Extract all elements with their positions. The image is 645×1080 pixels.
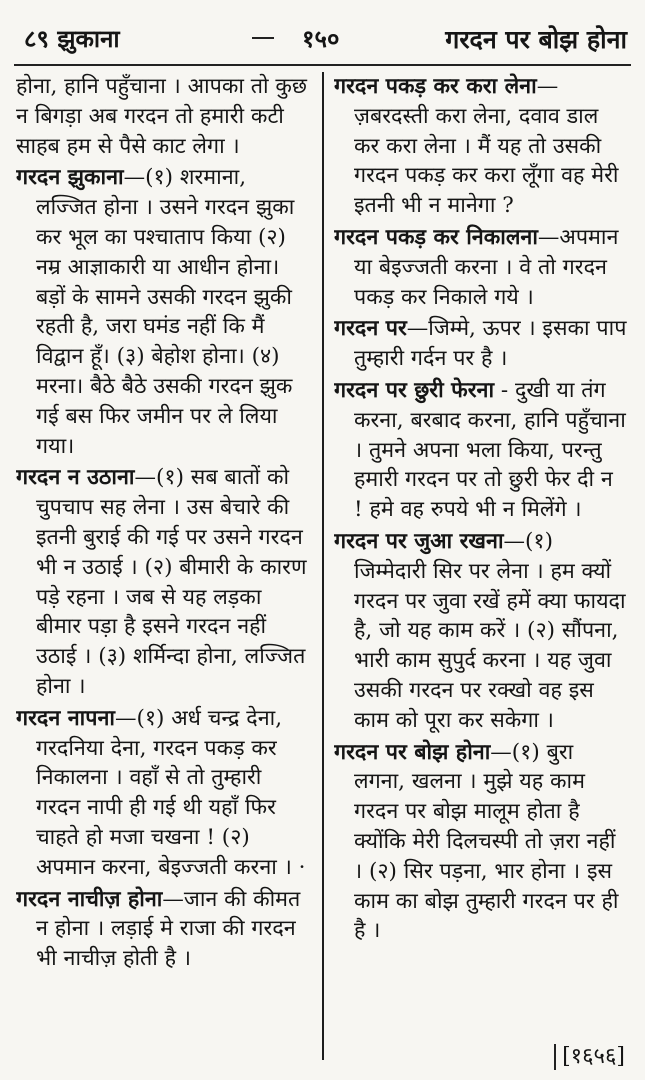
- entry-headword: गरदन न उठाना: [16, 465, 135, 491]
- footer-catchword: [१६५६]: [554, 1044, 625, 1070]
- left-column: [16, 72, 312, 1042]
- right-column: [334, 72, 628, 1042]
- header-dash: [252, 37, 274, 39]
- entry-text: —(१) जिम्मेदारी सिर पर लेना । हम क्यों गरदन पर जुवा रखें हमें क्या फायदा है, जो यह काम करें । (२) सौंपना, भारी काम सुपुर्द करना । यह जुवा उसकी गरदन पर रक्खो वह इस काम को पूरा कर सकेगा ।: [354, 528, 626, 733]
- dictionary-entry: [16, 885, 312, 974]
- entry-headword: गरदन पर छुरी फेरना: [334, 377, 495, 403]
- entry-text: होना, हानि पहुँचाना । आपका तो कुछ न बिगड़ा अब गरदन तो हमारी कटी साहब हम से पैसे काट लेगा ।: [16, 74, 307, 159]
- dictionary-entry: [334, 314, 628, 374]
- dictionary-entry: [334, 72, 628, 221]
- entry-text: —जिम्मे, ऊपर । इसका पाप तुम्हारी गर्दन पर है ।: [354, 316, 627, 372]
- entry-headword: गरदन पकड़ कर निकालना: [334, 224, 538, 250]
- entry-text: —अपमान या बेइज्जती करना । वे तो गरदन पकड़ कर निकाले गये ।: [354, 224, 619, 310]
- entry-text: - दुखी या तंग करना, बरबाद करना, हानि पहुँचाना । तुमने अपना भला किया, परन्तु हमारी गरदन पर तो छुरी फेर दी न ! हमे वह रुपये भी न मिलेंगे ।: [354, 377, 626, 523]
- dictionary-entry: [334, 527, 628, 736]
- page-number: १५०: [302, 24, 340, 53]
- entry-headword: गरदन पर जुआ रखना: [334, 528, 504, 554]
- dictionary-entry: [16, 463, 312, 701]
- column-divider: [322, 72, 324, 1060]
- dictionary-entry: [16, 72, 312, 161]
- entry-headword: गरदन पकड़ कर करा लेना: [334, 74, 537, 99]
- page-header: [14, 10, 631, 66]
- entry-text: —जान की कीमत न होना । लड़ाई मे राजा की गरदन भी नाचीज़ होती है ।: [36, 886, 301, 972]
- entry-headword: गरदन नाचीज़ होना: [16, 886, 163, 912]
- dictionary-entry: [16, 163, 312, 461]
- dictionary-entry: [16, 704, 312, 883]
- dictionary-entry: [334, 738, 628, 947]
- dictionary-entry: [334, 223, 628, 312]
- entry-headword: गरदन झुकाना: [16, 165, 124, 191]
- entry-text: —ज़बरदस्ती करा लेना, दवाव डाल कर करा लेना । मैं यह तो उसकी गरदन पकड़ कर करा लूँगा वह मेरी इतनी भी न मानेगा ?: [354, 74, 619, 219]
- entry-headword: गरदन नापना: [16, 705, 115, 731]
- entry-text: —(१) अर्ध चन्द्र देना, गरदनिया देना, गरदन पकड़ कर निकालना । वहाँ से तो तुम्हारी गरदन नापी ही गई थी यहाँ फिर चाहते हो मजा चखना ! (२) अपमान करना, बेइज्जती करना । ·: [36, 705, 306, 880]
- entry-text: —(१) शरमाना, लज्जित होना । उसने गरदन झुका कर भूल का पश्चाताप किया (२) नम्र आज्ञाकारी या आधीन होना। बड़ों के सामने उसकी गरदन झुकी रहती है, जरा घमंड नहीं कि मैं विद्वान हूँ। (३) बेहोश होना। (४) मरना। बैठे बैठे उसकी गरदन झुक गई बस फिर जमीन पर ले लिया गया।: [36, 165, 295, 459]
- entry-headword: गरदन पर: [334, 316, 407, 342]
- dictionary-entry: [334, 376, 628, 525]
- entry-headword: गरदन पर बोझ होना: [334, 739, 491, 765]
- entry-text: —(१) सब बातों को चुपचाप सह लेना । उस बेचारे की इतनी बुराई की गई पर उसने गरदन भी न उठाई । (२) बीमारी के कारण पड़े रहना । जब से यह लड़का बीमार पड़ा है इसने गरदन नहीं उठाई । (३) शर्मिन्दा होना, लज्जित होना ।: [36, 465, 307, 699]
- header-right-keyword: गरदन पर बोझ होना: [445, 25, 627, 54]
- entry-text: —(१) बुरा लगना, खलना । मुझे यह काम गरदन पर बोझ मालूम होता है क्योंकि मेरी दिलचस्पी तो ज़रा नहीं । (२) सिर पड़ना, भार होना । इस काम का बोझ तुम्हारी गरदन पर ही है ।: [354, 739, 619, 944]
- header-left-keyword: ८९ झुकाना: [24, 24, 120, 53]
